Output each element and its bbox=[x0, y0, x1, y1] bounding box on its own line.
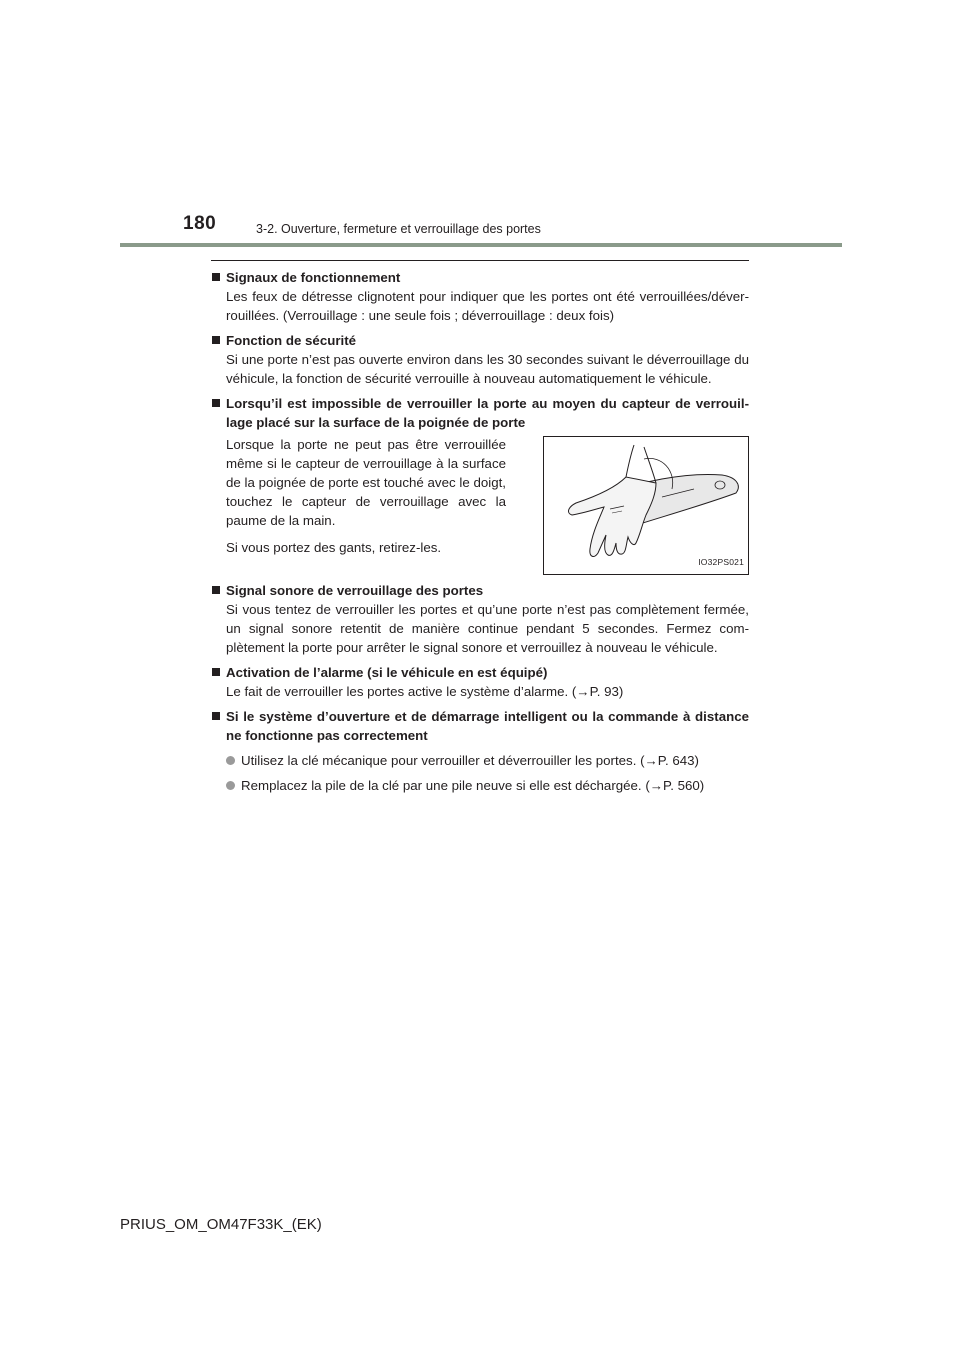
section-body: Les feux de détresse clignotent pour indiquer que les portes ont été verrouillées/déverrouillées. (Verrouillage : une seule fois ; déverrouillage : deux fois) bbox=[226, 289, 749, 323]
section-body: Le fait de verrouiller les portes active le système d’alarme. (→P. 93) bbox=[226, 684, 624, 699]
section-title: 3-2. Ouverture, fermeture et verrouillage des portes bbox=[256, 222, 541, 236]
list-item bbox=[226, 751, 749, 770]
section-heading: Activation de l’alarme (si le véhicule en est équipé) bbox=[226, 665, 548, 680]
content bbox=[211, 268, 749, 801]
section-body: Si une porte n’est pas ouverte environ dans les 30 secondes suivant le déverrouillage du véhicule, la fonction de sécurité verrouille à nouveau automatiquement le véhicule. bbox=[226, 352, 749, 386]
section-securite bbox=[211, 331, 749, 388]
section-heading: Si le système d’ouverture et de démarrage intelligent ou la commande à distance ne fonctionne pas correctement bbox=[226, 709, 749, 743]
section-capteur bbox=[211, 394, 749, 575]
square-bullet-icon bbox=[212, 712, 220, 720]
section-heading: Lorsqu’il est impossible de verrouiller la porte au moyen du capteur de verrouillage placé sur la surface de la poignée de porte bbox=[226, 396, 749, 430]
square-bullet-icon bbox=[212, 273, 220, 281]
bullet-text: Utilisez la clé mécanique pour verrouiller et déverrouiller les portes. (→P. 643) bbox=[241, 753, 699, 768]
figure-code: IO32PS021 bbox=[698, 557, 744, 567]
bullet-text: Remplacez la pile de la clé par une pile neuve si elle est déchargée. (→P. 560) bbox=[241, 778, 705, 793]
square-bullet-icon bbox=[212, 336, 220, 344]
square-bullet-icon bbox=[212, 586, 220, 594]
section-alarme bbox=[211, 663, 749, 701]
section-signal-sonore bbox=[211, 581, 749, 657]
square-bullet-icon bbox=[212, 399, 220, 407]
content-rule bbox=[211, 260, 749, 261]
section-paragraph: Si vous portez des gants, retirez-les. bbox=[226, 540, 442, 555]
list-item bbox=[226, 776, 749, 795]
page-number: 180 bbox=[183, 213, 217, 234]
round-bullet-icon bbox=[226, 756, 235, 765]
section-systeme-ouverture bbox=[211, 707, 749, 795]
header-rule bbox=[120, 243, 842, 247]
round-bullet-icon bbox=[226, 781, 235, 790]
section-body: Si vous tentez de verrouiller les portes et qu’une porte n’est pas complètement fermée, un signal sonore retentit de manière continue pendant 5 secondes. Fermez complètement la porte pour arrêter le signal sonore et verrouillez à nouveau le véhicule. bbox=[226, 602, 749, 655]
hand-on-door-handle-illustration bbox=[543, 436, 749, 575]
section-heading: Signal sonore de verrouillage des portes bbox=[226, 583, 484, 598]
section-signaux bbox=[211, 268, 749, 325]
square-bullet-icon bbox=[212, 668, 220, 676]
footer-document-code: PRIUS_OM_OM47F33K_(EK) bbox=[120, 1216, 322, 1233]
section-paragraph: Lorsque la porte ne peut pas être verrouillée même si le capteur de verrouillage à la surface de la poignée de porte est touché avec le doigt, touchez le capteur de verrouillage avec la paume de la main. bbox=[226, 437, 506, 528]
section-heading: Fonction de sécurité bbox=[226, 333, 357, 348]
section-heading: Signaux de fonctionnement bbox=[226, 270, 401, 285]
